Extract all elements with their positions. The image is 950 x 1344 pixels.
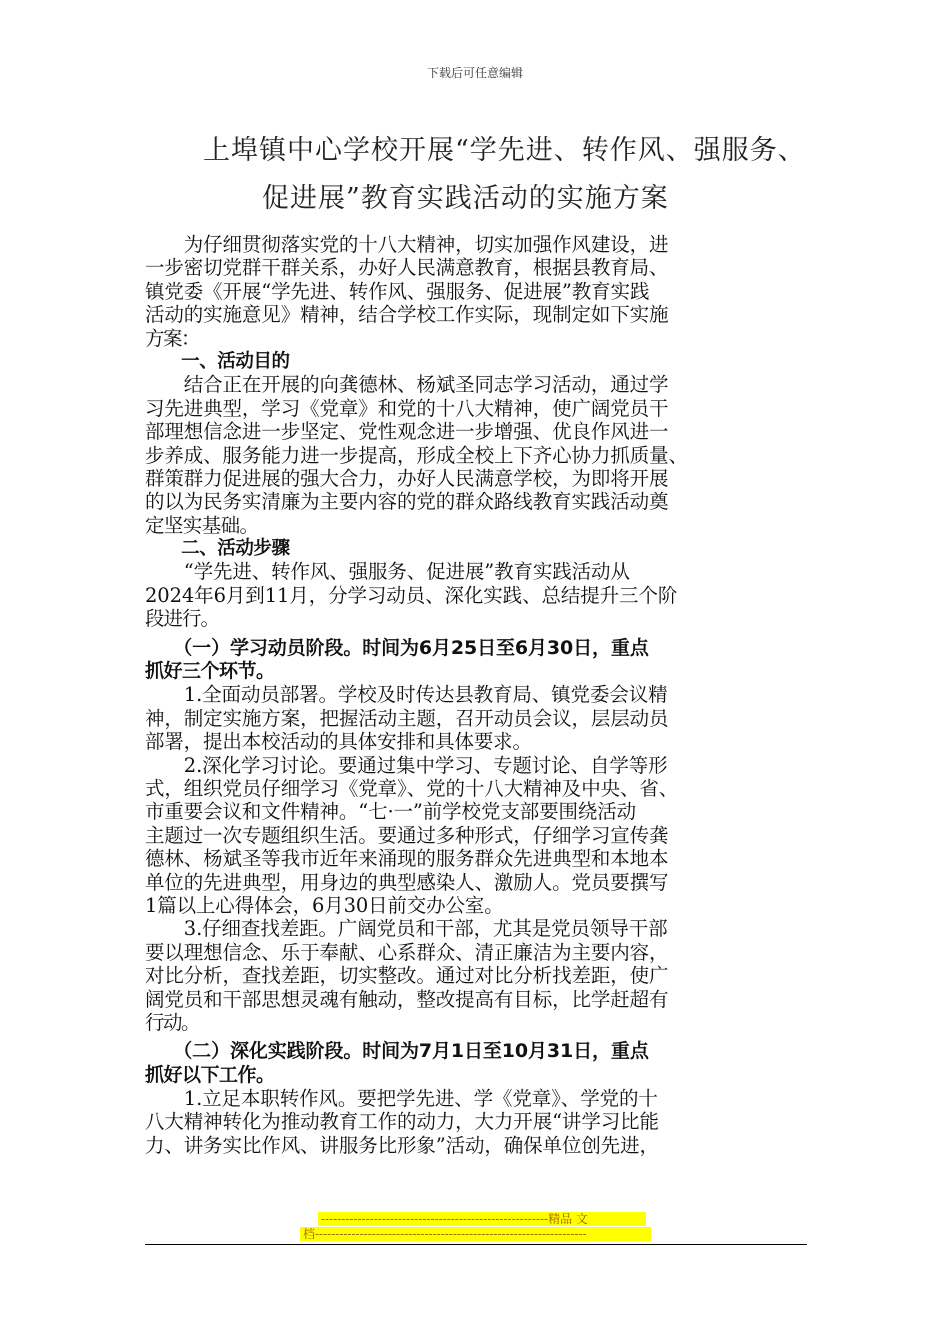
body-line: 2024年6月到11月，分学习动员、深化实践、总结提升三个阶 (145, 583, 678, 607)
body-line: 活动的实施意见》精神，结合学校工作实际，现制定如下实施 (145, 303, 669, 327)
body-line: 部署，提出本校活动的具体安排和具体要求。 (145, 730, 532, 754)
body-line: 行动。 (145, 1010, 200, 1034)
body-line: （一）学习动员阶段。时间为6月25日至6月30日，重点 (145, 636, 649, 659)
body-line: 1.立足本职转作风。要把学先进、学《党章》、学党的十 (145, 1087, 658, 1111)
body-line: 单位的先进典型，用身边的典型感染人、激励人。党员要撰写 (145, 870, 669, 894)
document-body (145, 233, 810, 1157)
body-line: 习先进典型，学习《党章》和党的十八大精神，使广阔党员干 (145, 396, 669, 420)
body-line: 对比分析，查找差距，切实整改。通过对比分析找差距，使广 (145, 964, 669, 988)
body-line: 阔党员和干部思想灵魂有触动，整改提高有目标，比学赶超有 (145, 987, 669, 1011)
body-line: 1篇以上心得体会，6月30日前交办公室。 (145, 893, 504, 917)
body-line: 1.全面动员部署。学校及时传达县教育局、镇党委会议精 (145, 683, 668, 707)
watermark-stamp-line-2: 档------------------------------------------------------------------- (300, 1227, 651, 1241)
body-line: 群策群力促进展的强大合力，办好人民满意学校，为即将开展 (145, 466, 669, 490)
body-line: （二）深化实践阶段。时间为7月1日至10月31日，重点 (145, 1040, 649, 1063)
body-line: 为仔细贯彻落实党的十八大精神，切实加强作风建设，进 (145, 233, 669, 256)
body-line: 抓好以下工作。 (145, 1063, 275, 1086)
document-title-line-2: 促进展”教育实践活动的实施方案 (262, 183, 669, 214)
body-line: 抓好三个环节。 (145, 660, 275, 683)
body-line: 2.深化学习讨论。要通过集中学习、专题讨论、自学等形 (145, 753, 668, 777)
body-line: 要以理想信念、乐于奉献、心系群众、清正廉洁为主要内容， (145, 940, 669, 964)
footer-divider (145, 1244, 807, 1245)
header-note: 下载后可任意编辑 (426, 66, 523, 80)
body-line: 的以为民务实清廉为主要内容的党的群众路线教育实践活动奠 (145, 490, 669, 514)
body-line: 段进行。 (145, 607, 220, 631)
body-line: 镇党委《开展“学先进、转作风、强服务、促进展”教育实践 (145, 279, 650, 303)
body-line: 式，组织党员仔细学习《党章》、党的十八大精神及中央、省、 (145, 776, 679, 800)
body-line: 部理想信念进一步坚定、党性观念进一步增强、优良作风进一 (145, 420, 669, 444)
body-line: 德林、杨斌圣等我市近年来涌现的服务群众先进典型和本地本 (145, 847, 669, 871)
body-line: “学先进、转作风、强服务、促进展”教育实践活动从 (145, 560, 630, 584)
body-line: 步养成、服务能力进一步提高，形成全校上下齐心协力抓质量、 (145, 443, 688, 467)
body-line: 神，制定实施方案，把握活动主题，召开动员会议，层层动员 (145, 706, 669, 730)
body-line: 力、讲务实比作风、讲服务比形象”活动，确保单位创先进， (145, 1133, 659, 1157)
body-line: 二、活动步骤 (145, 538, 290, 560)
body-line: 方案： (145, 326, 200, 350)
document-title-line-1: 上埠镇中心学校开展“学先进、转作风、强服务、 (203, 135, 806, 166)
body-line: 定坚实基础。 (145, 513, 259, 537)
body-line: 八大精神转化为推动教育工作的动力，大力开展“讲学习比能 (145, 1110, 659, 1134)
body-line: 3.仔细查找差距。广阔党员和干部，尤其是党员领导干部 (145, 917, 668, 941)
body-line: 市重要会议和文件精神。“七·一”前学校党支部要围绕活动 (145, 800, 637, 824)
body-line: 一、活动目的 (145, 350, 290, 372)
body-line: 一步密切党群干群关系，办好人民满意教育，根据县教育局、 (145, 256, 669, 280)
body-line: 结合正在开展的向龚德林、杨斌圣同志学习活动，通过学 (145, 373, 669, 397)
watermark-stamp-line-1: --------------------------------------------------------精品 文 (318, 1212, 646, 1226)
body-line: 主题过一次专题组织生活。要通过多种形式，仔细学习宣传龚 (145, 823, 669, 847)
